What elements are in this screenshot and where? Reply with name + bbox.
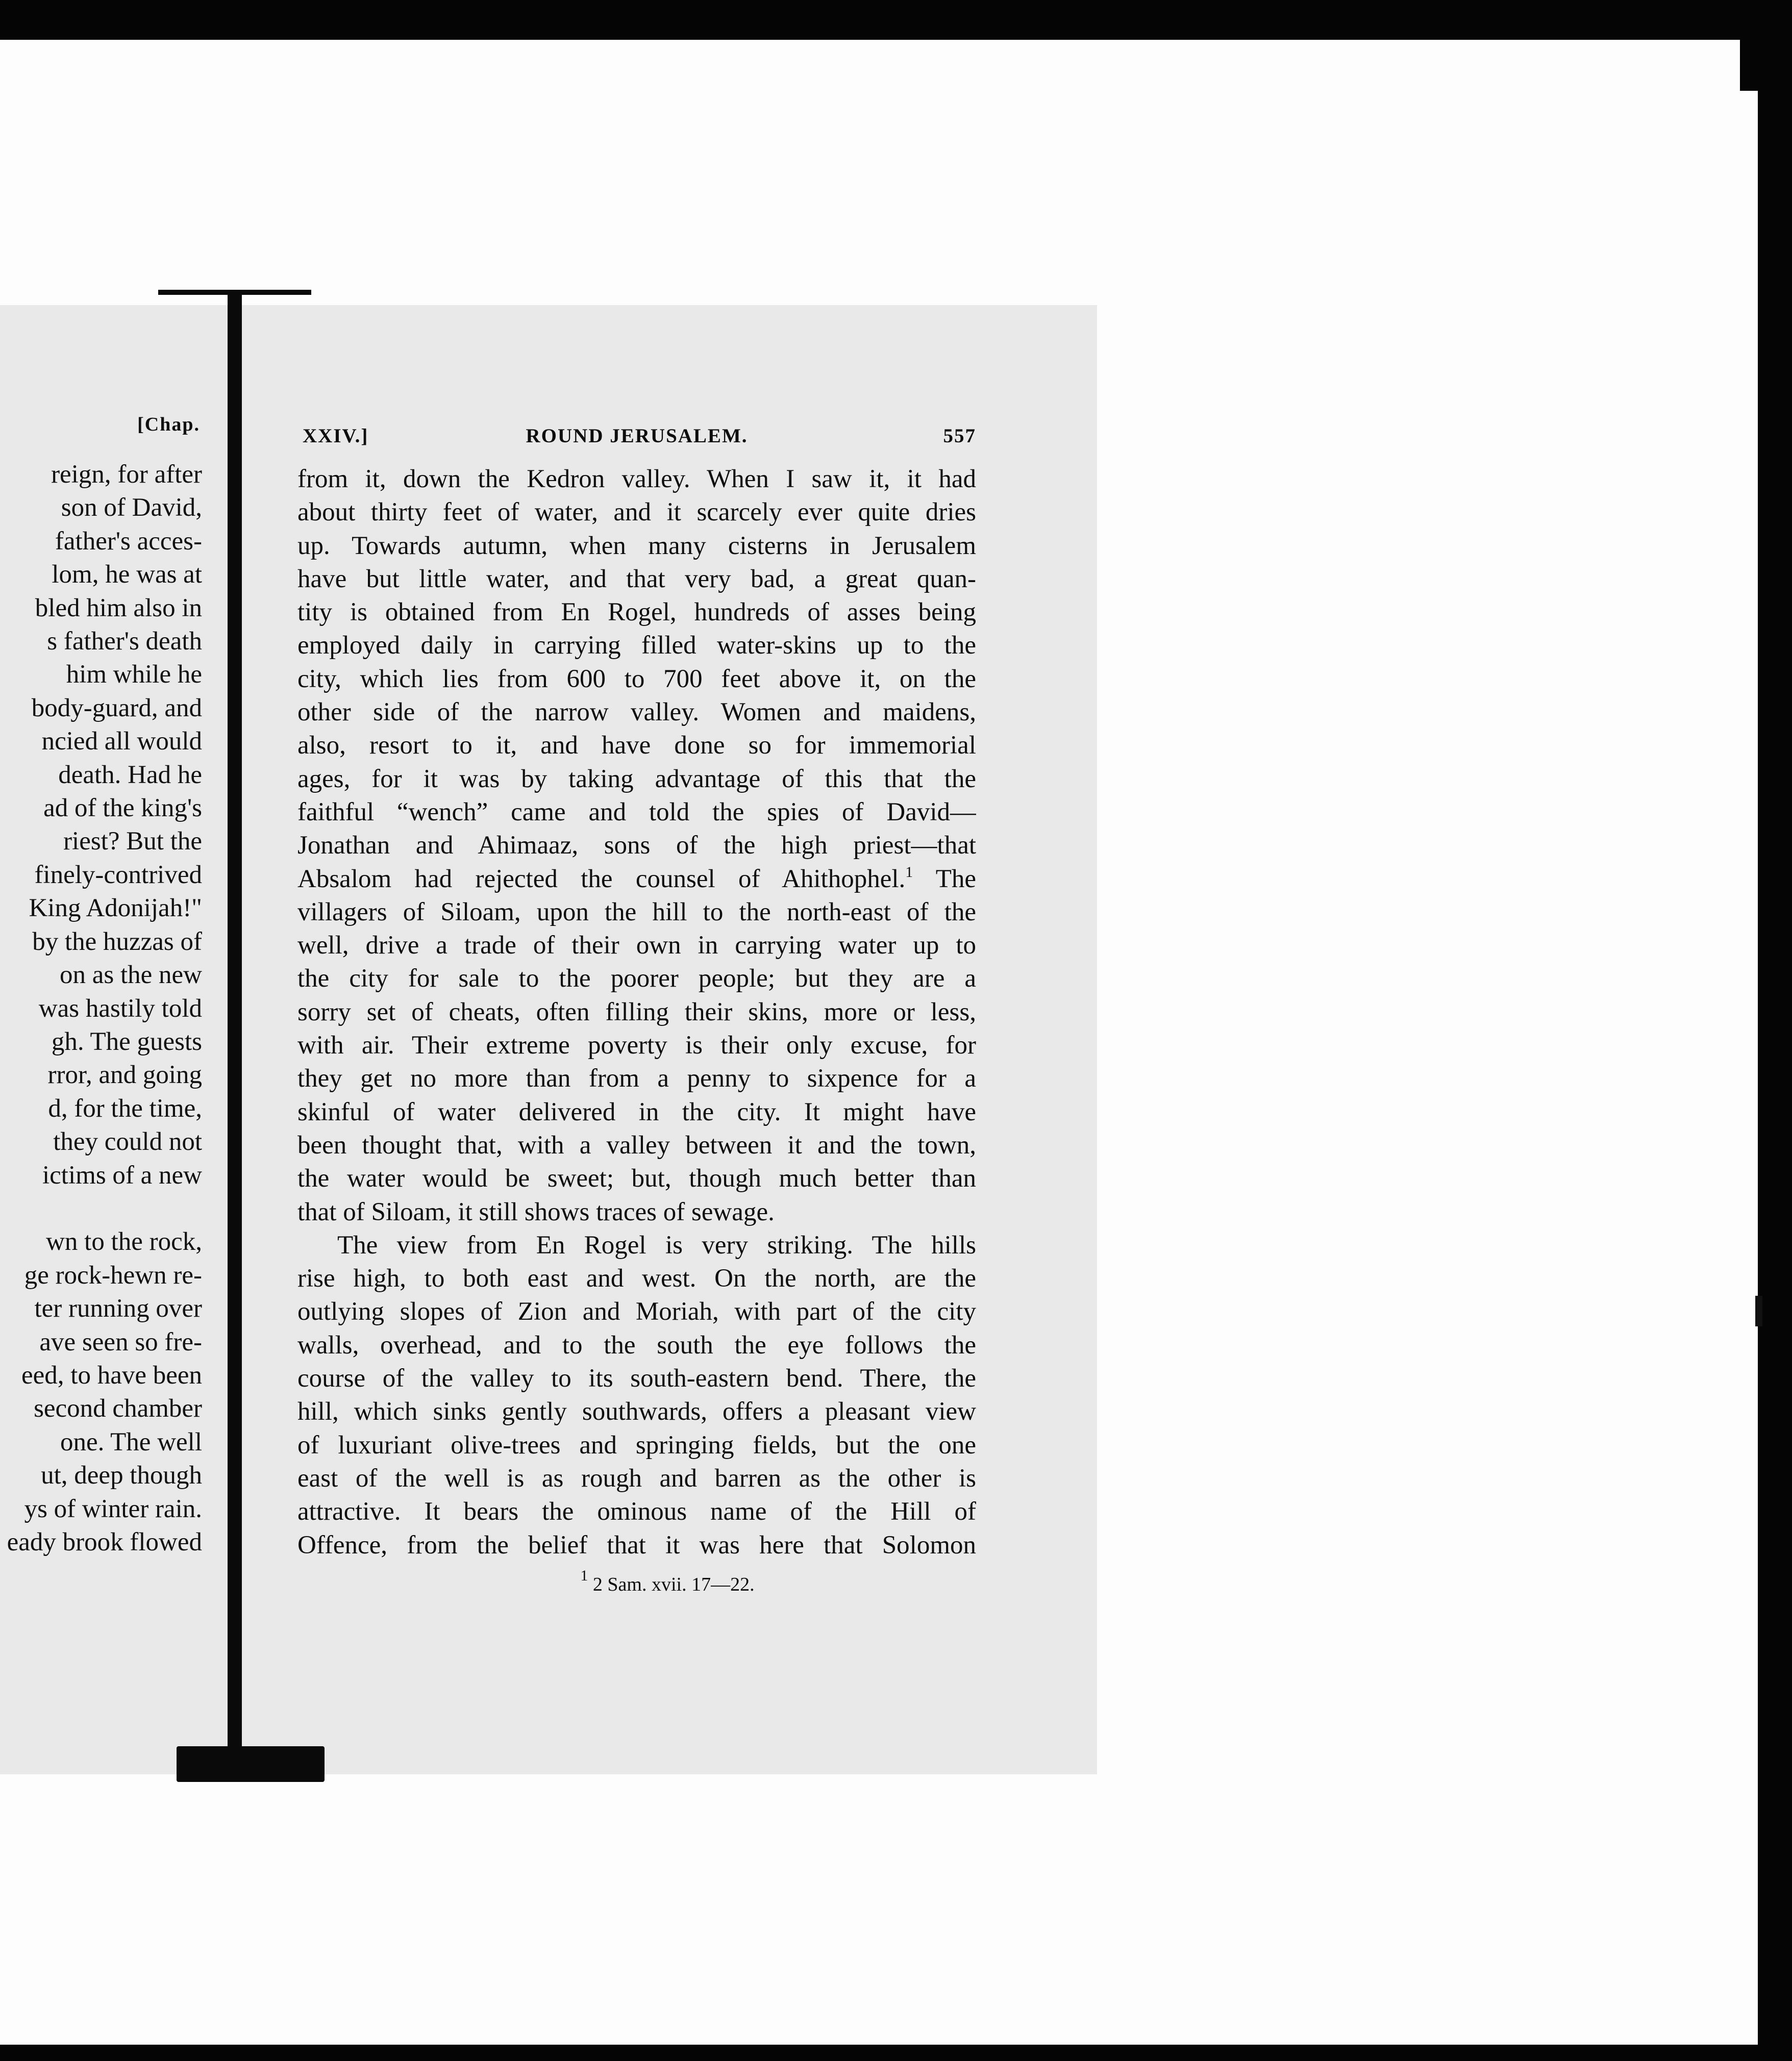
footnote-marker: 1	[580, 1567, 588, 1584]
text-line: attractive. It bears the ominous name of the Hill of	[297, 1497, 976, 1526]
previous-page-line: gh. The guests	[51, 1027, 202, 1056]
previous-page-line	[0, 1192, 202, 1225]
previous-page-line: s father's death	[47, 627, 202, 656]
text-line: of luxuriant olive-trees and springing fields, but the one	[297, 1430, 976, 1460]
text-line: tity is obtained from En Rogel, hundreds of asses being	[297, 598, 976, 627]
text-line: outlying slopes of Zion and Moriah, with part of the city	[297, 1297, 976, 1326]
text-line: Jonathan and Ahimaaz, sons of the high priest—that	[297, 831, 976, 860]
text-line: skinful of water delivered in the city. It might have	[297, 1097, 976, 1126]
text-line: sorry set of cheats, often filling their skins, more or less,	[297, 997, 976, 1026]
text-line-part: Absalom had rejected the counsel of Ahithophel.	[297, 864, 906, 893]
text-line: The view from En Rogel is very striking. The hills	[337, 1230, 976, 1260]
previous-page-line: death. Had he	[58, 760, 202, 789]
text-line: rise high, to both east and west. On the north, are the	[297, 1264, 976, 1293]
text-line: other side of the narrow valley. Women and maidens,	[297, 698, 976, 727]
text-line: with air. Their extreme poverty is their only excuse, for	[297, 1031, 976, 1060]
previous-page-line: body-guard, and	[31, 693, 202, 722]
previous-header-chapter: [Chap.	[137, 414, 200, 435]
text-line: east of the well is as rough and barren as the other is	[297, 1464, 976, 1493]
text-line: ages, for it was by taking advantage of this that the	[297, 764, 976, 793]
previous-page-line: finely-contrived	[34, 860, 202, 889]
binding-bar	[228, 293, 242, 1747]
previous-page-line: reign, for after	[51, 460, 202, 489]
previous-page-line: they could not	[53, 1127, 202, 1157]
previous-page-line: rror, and going	[47, 1061, 202, 1090]
text-line: villagers of Siloam, upon the hill to the north-east of the	[297, 897, 976, 926]
previous-page-header	[0, 413, 202, 444]
previous-page-line: King Adonijah!"	[29, 894, 202, 923]
previous-page-line: second chamber	[34, 1394, 202, 1423]
previous-page-line: riest? But the	[63, 827, 202, 856]
previous-page-line: ave seen so fre-	[39, 1327, 202, 1356]
text-line: employed daily in carrying filled water-skins up to the	[297, 631, 976, 660]
running-head	[297, 424, 976, 455]
previous-page-line: eady brook flowed	[7, 1528, 202, 1556]
text-line: the water would be sweet; but, though much better than	[297, 1164, 976, 1193]
chapter-number: XXIV.]	[303, 425, 369, 447]
text-line: that of Siloam, it still shows traces of sewage.	[297, 1197, 775, 1226]
text-line: course of the valley to its south-eastern bend. There, the	[297, 1364, 976, 1393]
previous-page-line: was hastily told	[38, 994, 202, 1023]
previous-page-line: by the huzzas of	[32, 927, 202, 956]
text-line: faithful “wench” came and told the spies of David—	[297, 797, 976, 826]
previous-page-line: eed, to have been	[21, 1361, 202, 1390]
text-line: have but little water, and that very bad, a great quan-	[297, 564, 976, 593]
text-line: been thought that, with a valley between it and the town,	[297, 1130, 976, 1160]
footnote	[297, 1567, 976, 1596]
previous-page-line: ter running over	[34, 1294, 202, 1323]
body-text	[297, 463, 976, 1562]
text-line: the city for sale to the poorer people; but they are a	[297, 964, 976, 993]
text-line: well, drive a trade of their own in carrying water up to	[297, 931, 976, 960]
text-line: Offence, from the belief that it was here that Solomon	[297, 1530, 976, 1560]
previous-page-line: him while he	[66, 660, 202, 689]
previous-page-line: on as the new	[59, 961, 202, 990]
footnote-reference: 1	[905, 863, 913, 881]
text-line: also, resort to it, and have done so for immemorial	[297, 731, 976, 760]
previous-page-line: lom, he was at	[52, 560, 202, 589]
previous-page-line: ad of the king's	[43, 794, 202, 823]
previous-page-line: bled him also in	[35, 593, 202, 622]
text-line-part: The	[913, 864, 976, 893]
previous-page-line: d, for the time,	[48, 1094, 202, 1123]
previous-page-line: ge rock-hewn re-	[24, 1261, 202, 1290]
previous-page-fragment	[0, 413, 204, 1587]
previous-page-line: ncied all would	[41, 727, 202, 756]
text-line: from it, down the Kedron valley. When I saw it, it had	[297, 465, 976, 493]
text-line: hill, which sinks gently southwards, offers a pleasant view	[297, 1397, 976, 1426]
previous-page-line: ictims of a new	[42, 1161, 202, 1190]
text-line: they get no more than from a penny to sixpence for a	[297, 1064, 976, 1093]
page-number: 557	[943, 425, 976, 447]
running-title: ROUND JERUSALEM.	[526, 425, 748, 447]
footnote-text: 2 Sam. xvii. 17—22.	[592, 1573, 755, 1595]
text-line: up. Towards autumn, when many cisterns in Jerusalem	[297, 531, 976, 560]
previous-page-line: one. The well	[60, 1427, 202, 1456]
previous-page-line: wn to the rock,	[46, 1227, 202, 1256]
previous-page-line: son of David,	[61, 493, 202, 522]
text-line: about thirty feet of water, and it scarcely ever quite dries	[297, 498, 976, 527]
previous-page-line: father's acces-	[55, 526, 202, 556]
previous-page-text	[0, 458, 202, 1559]
text-line: city, which lies from 600 to 700 feet above it, on the	[297, 664, 976, 693]
previous-page-line: ut, deep though	[41, 1461, 202, 1490]
text-line	[297, 863, 976, 896]
sheet-corner	[1740, 40, 1760, 91]
edge-mark	[1755, 1296, 1762, 1326]
previous-page-line: ys of winter rain.	[24, 1494, 202, 1523]
binding-bar-base	[177, 1746, 325, 1782]
book-page	[297, 424, 976, 1596]
text-line: walls, overhead, and to the south the eye follows the	[297, 1330, 976, 1360]
